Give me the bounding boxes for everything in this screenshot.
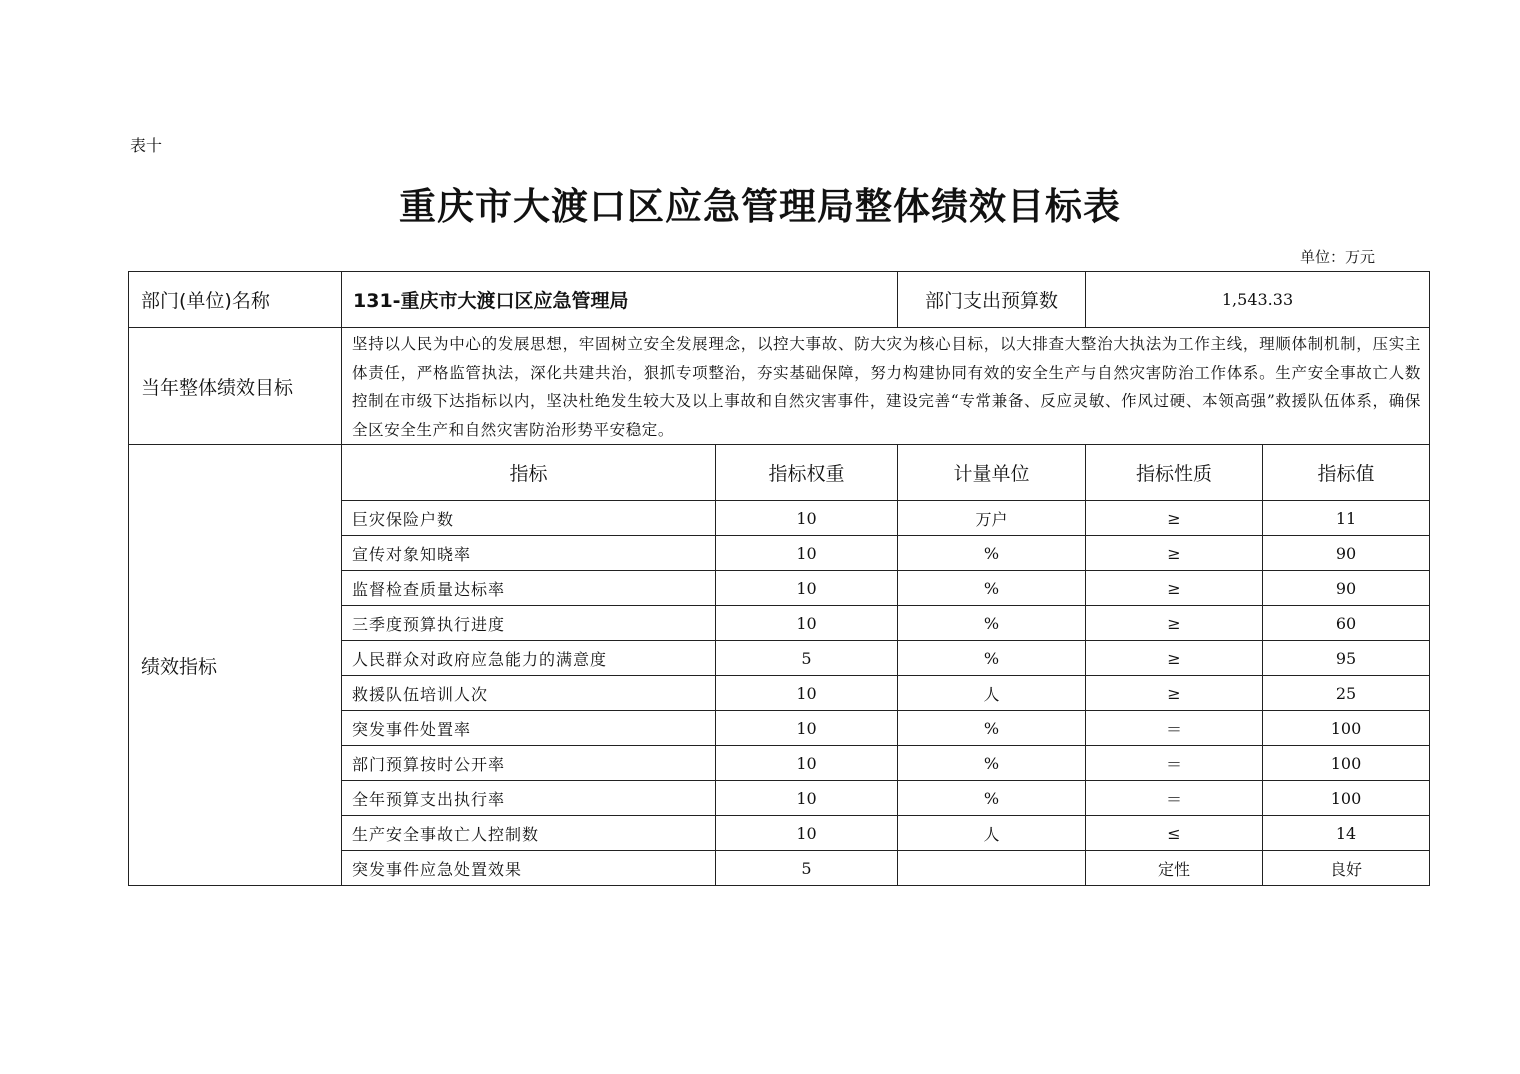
indicator-weight: 10 <box>716 781 898 816</box>
indicator-unit: % <box>898 571 1086 606</box>
indicator-unit: 人 <box>898 676 1086 711</box>
indicator-nature: ≥ <box>1086 536 1263 571</box>
indicator-name: 三季度预算执行进度 <box>342 606 716 641</box>
indicator-name: 生产安全事故亡人控制数 <box>342 816 716 851</box>
indicator-weight: 10 <box>716 816 898 851</box>
indicator-weight: 10 <box>716 536 898 571</box>
indicator-unit: % <box>898 606 1086 641</box>
indicator-nature: ＝ <box>1086 746 1263 781</box>
indicator-weight: 5 <box>716 641 898 676</box>
indicator-unit: % <box>898 711 1086 746</box>
indicator-unit <box>898 851 1086 886</box>
indicator-weight: 5 <box>716 851 898 886</box>
indicator-name: 部门预算按时公开率 <box>342 746 716 781</box>
annual-goal-text: 坚持以人民为中心的发展思想，牢固树立安全发展理念，以控大事故、防大灾为核心目标，以大排查大整治大执法为工作主线，理顺体制机制，压实主体责任，严格监管执法，深化共建共治，狠抓专项整治，夯实基础保障，努力构建协同有效的安全生产与自然灾害防治工作体系。生产安全事故亡人数控制在市级下达指标以内，坚决杜绝发生较大及以上事故和自然灾害事件，建设完善“专常兼备、反应灵敏、作风过硬、本领高强”救援队伍体系，确保全区安全生产和自然灾害防治形势平安稳定。 <box>342 328 1430 445</box>
indicator-nature: ＝ <box>1086 711 1263 746</box>
header-indicator: 指标 <box>342 445 716 501</box>
dept-name-label: 部门(单位)名称 <box>129 272 342 328</box>
performance-target-table <box>128 271 1430 886</box>
indicator-nature: ≥ <box>1086 676 1263 711</box>
indicator-value: 100 <box>1263 711 1430 746</box>
header-unit: 计量单位 <box>898 445 1086 501</box>
indicator-value: 60 <box>1263 606 1430 641</box>
indicator-nature: ≥ <box>1086 571 1263 606</box>
indicator-value: 良好 <box>1263 851 1430 886</box>
unit-note: 单位：万元 <box>1300 248 1376 266</box>
indicator-unit: % <box>898 536 1086 571</box>
indicator-weight: 10 <box>716 501 898 536</box>
indicator-nature: 定性 <box>1086 851 1263 886</box>
indicator-unit: % <box>898 781 1086 816</box>
indicator-unit: 万户 <box>898 501 1086 536</box>
indicator-value: 100 <box>1263 781 1430 816</box>
indicator-name: 监督检查质量达标率 <box>342 571 716 606</box>
indicator-nature: ≥ <box>1086 641 1263 676</box>
indicator-name: 救援队伍培训人次 <box>342 676 716 711</box>
indicator-unit: % <box>898 746 1086 781</box>
dept-name-value: 131-重庆市大渡口区应急管理局 <box>342 272 898 328</box>
indicator-nature: ≤ <box>1086 816 1263 851</box>
annual-goal-row <box>129 328 1430 445</box>
indicator-value: 90 <box>1263 571 1430 606</box>
indicator-weight: 10 <box>716 606 898 641</box>
indicator-nature: ＝ <box>1086 781 1263 816</box>
header-weight: 指标权重 <box>716 445 898 501</box>
header-value: 指标值 <box>1263 445 1430 501</box>
indicator-nature: ≥ <box>1086 606 1263 641</box>
indicator-weight: 10 <box>716 676 898 711</box>
indicator-value: 11 <box>1263 501 1430 536</box>
indicator-name: 人民群众对政府应急能力的满意度 <box>342 641 716 676</box>
indicator-header-row <box>129 445 1430 501</box>
indicator-unit: % <box>898 641 1086 676</box>
indicator-weight: 10 <box>716 711 898 746</box>
indicator-weight: 10 <box>716 571 898 606</box>
page-title: 重庆市大渡口区应急管理局整体绩效目标表 <box>399 185 1121 228</box>
header-nature: 指标性质 <box>1086 445 1263 501</box>
table-number-label: 表十 <box>130 136 163 155</box>
indicator-name: 宣传对象知晓率 <box>342 536 716 571</box>
indicator-name: 突发事件应急处置效果 <box>342 851 716 886</box>
indicator-value: 90 <box>1263 536 1430 571</box>
dept-name-row <box>129 272 1430 328</box>
indicator-name: 全年预算支出执行率 <box>342 781 716 816</box>
indicator-value: 100 <box>1263 746 1430 781</box>
budget-value: 1,543.33 <box>1086 272 1430 328</box>
indicator-value: 14 <box>1263 816 1430 851</box>
indicator-value: 25 <box>1263 676 1430 711</box>
indicator-weight: 10 <box>716 746 898 781</box>
indicator-value: 95 <box>1263 641 1430 676</box>
annual-goal-label: 当年整体绩效目标 <box>129 328 342 445</box>
budget-label: 部门支出预算数 <box>898 272 1086 328</box>
indicator-name: 突发事件处置率 <box>342 711 716 746</box>
indicator-unit: 人 <box>898 816 1086 851</box>
indicator-nature: ≥ <box>1086 501 1263 536</box>
indicators-label: 绩效指标 <box>129 445 342 886</box>
indicator-name: 巨灾保险户数 <box>342 501 716 536</box>
